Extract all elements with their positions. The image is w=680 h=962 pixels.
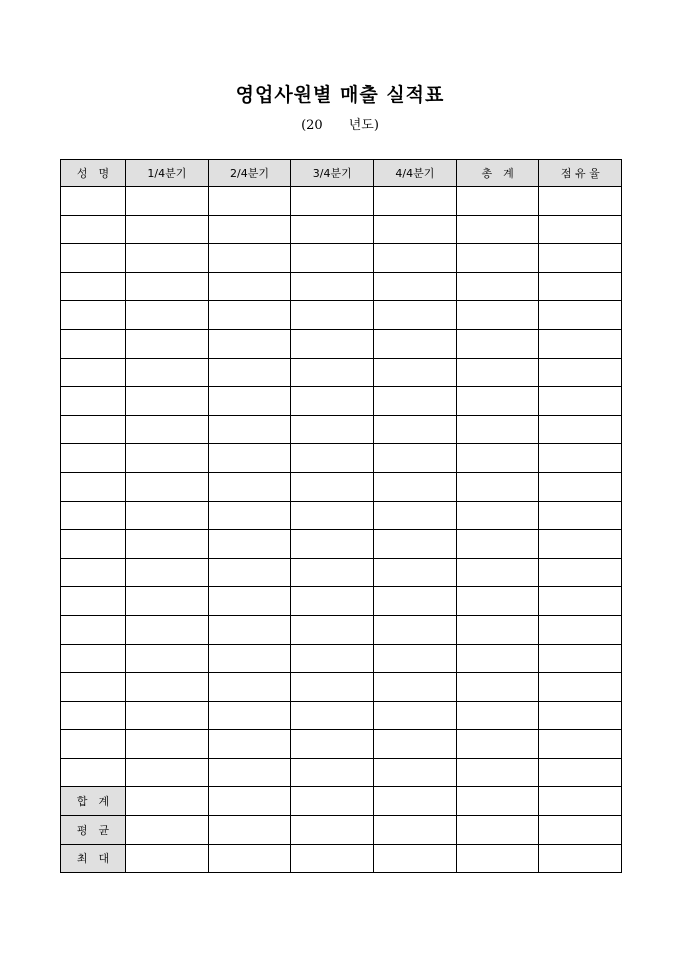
table-cell[interactable] [126, 615, 209, 644]
table-cell[interactable] [539, 787, 622, 816]
table-cell[interactable] [126, 215, 209, 244]
table-row [61, 558, 622, 587]
table-cell[interactable] [374, 615, 457, 644]
table-cell[interactable] [61, 272, 126, 301]
table-cell[interactable] [208, 329, 291, 358]
document-subtitle: (20 년도) [301, 118, 379, 133]
table-cell[interactable] [61, 329, 126, 358]
table-cell[interactable] [208, 816, 291, 845]
footer-row-sum [61, 787, 622, 816]
header-share: 점 유 율 [539, 160, 622, 187]
table-cell[interactable] [126, 758, 209, 787]
table-cell[interactable] [539, 816, 622, 845]
table-cell[interactable] [374, 329, 457, 358]
table-cell[interactable] [208, 444, 291, 473]
table-cell[interactable] [126, 844, 209, 873]
table-cell[interactable] [126, 816, 209, 845]
table-cell[interactable] [291, 758, 374, 787]
table-row [61, 587, 622, 616]
table-cell[interactable] [208, 501, 291, 530]
table-cell[interactable] [374, 415, 457, 444]
table-cell[interactable] [126, 673, 209, 702]
table-cell[interactable] [456, 187, 539, 216]
table-cell[interactable] [126, 730, 209, 759]
table-cell[interactable] [456, 701, 539, 730]
table-cell[interactable] [539, 844, 622, 873]
table-cell[interactable] [61, 730, 126, 759]
table-cell[interactable] [61, 215, 126, 244]
table-cell[interactable] [208, 530, 291, 559]
table-row [61, 758, 622, 787]
table-cell[interactable] [456, 615, 539, 644]
table-cell[interactable] [539, 444, 622, 473]
table-cell[interactable] [61, 758, 126, 787]
table-row [61, 415, 622, 444]
table-cell[interactable] [374, 701, 457, 730]
table-cell[interactable] [374, 816, 457, 845]
table-cell[interactable] [208, 415, 291, 444]
table-cell[interactable] [291, 415, 374, 444]
table-cell[interactable] [291, 673, 374, 702]
table-cell[interactable] [61, 615, 126, 644]
table-cell[interactable] [374, 673, 457, 702]
table-row [61, 615, 622, 644]
table-cell[interactable] [374, 644, 457, 673]
table-cell[interactable] [208, 844, 291, 873]
table-cell[interactable] [61, 301, 126, 330]
header-q4: 4/4분기 [374, 160, 457, 187]
table-cell[interactable] [291, 387, 374, 416]
table-row [61, 301, 622, 330]
table-cell[interactable] [291, 530, 374, 559]
table-cell[interactable] [208, 215, 291, 244]
table-cell[interactable] [126, 701, 209, 730]
table-cell[interactable] [291, 787, 374, 816]
table-cell[interactable] [208, 272, 291, 301]
table-cell[interactable] [61, 558, 126, 587]
table-cell[interactable] [61, 358, 126, 387]
table-cell[interactable] [539, 615, 622, 644]
table-row [61, 358, 622, 387]
table-cell[interactable] [456, 530, 539, 559]
table-cell[interactable] [374, 215, 457, 244]
table-cell[interactable] [539, 272, 622, 301]
table-cell[interactable] [126, 472, 209, 501]
table-cell[interactable] [126, 558, 209, 587]
footer-row-average [61, 816, 622, 845]
table-cell[interactable] [208, 701, 291, 730]
table-cell[interactable] [291, 272, 374, 301]
table-cell[interactable] [61, 530, 126, 559]
table-cell[interactable] [208, 187, 291, 216]
table-cell[interactable] [539, 644, 622, 673]
table-cell[interactable] [61, 673, 126, 702]
table-cell[interactable] [61, 472, 126, 501]
table-cell[interactable] [456, 301, 539, 330]
table-cell[interactable] [208, 587, 291, 616]
table-cell[interactable] [374, 730, 457, 759]
table-cell[interactable] [374, 530, 457, 559]
table-cell[interactable] [539, 730, 622, 759]
table-cell[interactable] [291, 444, 374, 473]
table-cell[interactable] [456, 787, 539, 816]
table-cell[interactable] [291, 701, 374, 730]
table-cell[interactable] [126, 272, 209, 301]
table-cell[interactable] [208, 387, 291, 416]
table-cell[interactable] [126, 530, 209, 559]
table-cell[interactable] [291, 558, 374, 587]
footer-label-sum: 합 계 [61, 787, 126, 816]
table-cell[interactable] [539, 387, 622, 416]
table-cell[interactable] [456, 816, 539, 845]
table-cell[interactable] [126, 329, 209, 358]
table-cell[interactable] [539, 558, 622, 587]
table-cell[interactable] [456, 387, 539, 416]
table-cell[interactable] [291, 215, 374, 244]
header-q2: 2/4분기 [208, 160, 291, 187]
table-cell[interactable] [539, 329, 622, 358]
table-cell[interactable] [374, 444, 457, 473]
table-cell[interactable] [539, 673, 622, 702]
table-cell[interactable] [208, 472, 291, 501]
table-cell[interactable] [208, 558, 291, 587]
table-cell[interactable] [374, 787, 457, 816]
table-cell[interactable] [61, 501, 126, 530]
table-cell[interactable] [456, 730, 539, 759]
table-cell[interactable] [61, 444, 126, 473]
table-cell[interactable] [539, 301, 622, 330]
table-cell[interactable] [61, 701, 126, 730]
table-cell[interactable] [456, 844, 539, 873]
table-row [61, 701, 622, 730]
table-row [61, 530, 622, 559]
table-cell[interactable] [291, 301, 374, 330]
table-cell[interactable] [126, 787, 209, 816]
table-row [61, 673, 622, 702]
table-cell[interactable] [291, 816, 374, 845]
table-cell[interactable] [539, 215, 622, 244]
table-cell[interactable] [374, 358, 457, 387]
header-q3: 3/4분기 [291, 160, 374, 187]
footer-row-max [61, 844, 622, 873]
table-cell[interactable] [61, 387, 126, 416]
table-cell[interactable] [291, 501, 374, 530]
table-cell[interactable] [291, 844, 374, 873]
table-cell[interactable] [374, 844, 457, 873]
table-cell[interactable] [374, 272, 457, 301]
table-cell[interactable] [291, 472, 374, 501]
table-cell[interactable] [456, 558, 539, 587]
table-cell[interactable] [61, 187, 126, 216]
table-cell[interactable] [291, 358, 374, 387]
table-row [61, 730, 622, 759]
table-footer [61, 787, 622, 873]
table-cell[interactable] [291, 329, 374, 358]
table-cell[interactable] [539, 415, 622, 444]
table-cell[interactable] [456, 329, 539, 358]
table-cell[interactable] [126, 644, 209, 673]
table-cell[interactable] [126, 387, 209, 416]
document-title: 영업사원별 매출 실적표 [235, 84, 445, 106]
table-cell[interactable] [539, 358, 622, 387]
header-q1: 1/4분기 [126, 160, 209, 187]
table-cell[interactable] [208, 301, 291, 330]
table-cell[interactable] [456, 444, 539, 473]
table-cell[interactable] [456, 644, 539, 673]
table-row [61, 387, 622, 416]
table-cell[interactable] [456, 587, 539, 616]
header-total: 총 계 [456, 160, 539, 187]
table-cell[interactable] [374, 758, 457, 787]
table-cell[interactable] [126, 444, 209, 473]
table-cell[interactable] [539, 244, 622, 273]
table-cell[interactable] [456, 501, 539, 530]
table-cell[interactable] [61, 244, 126, 273]
table-cell[interactable] [374, 501, 457, 530]
table-cell[interactable] [291, 187, 374, 216]
table-cell[interactable] [208, 615, 291, 644]
table-cell[interactable] [126, 187, 209, 216]
table-cell[interactable] [539, 758, 622, 787]
table-cell[interactable] [539, 530, 622, 559]
table-row [61, 501, 622, 530]
table-cell[interactable] [291, 644, 374, 673]
table-cell[interactable] [539, 701, 622, 730]
table-cell[interactable] [374, 587, 457, 616]
footer-label-max: 최 대 [61, 844, 126, 873]
table-cell[interactable] [61, 587, 126, 616]
table-row [61, 644, 622, 673]
table-cell[interactable] [456, 415, 539, 444]
table-cell[interactable] [126, 587, 209, 616]
table-cell[interactable] [126, 244, 209, 273]
table-cell[interactable] [208, 673, 291, 702]
table-row [61, 329, 622, 358]
table-cell[interactable] [291, 730, 374, 759]
table-cell[interactable] [456, 472, 539, 501]
table-cell[interactable] [456, 673, 539, 702]
table-cell[interactable] [374, 244, 457, 273]
header-name: 성 명 [61, 160, 126, 187]
table-cell[interactable] [61, 644, 126, 673]
table-row [61, 444, 622, 473]
table-cell[interactable] [456, 244, 539, 273]
table-row [61, 472, 622, 501]
table-cell[interactable] [539, 587, 622, 616]
table-cell[interactable] [208, 644, 291, 673]
table-cell[interactable] [374, 301, 457, 330]
table-cell[interactable] [208, 730, 291, 759]
table-cell[interactable] [208, 358, 291, 387]
table-row [61, 244, 622, 273]
footer-label-average: 평 균 [61, 816, 126, 845]
table-cell[interactable] [126, 415, 209, 444]
table-cell[interactable] [539, 472, 622, 501]
table-row [61, 187, 622, 216]
table-cell[interactable] [374, 558, 457, 587]
table-cell[interactable] [374, 472, 457, 501]
table-cell[interactable] [208, 758, 291, 787]
header-row [61, 160, 622, 187]
table-cell[interactable] [374, 187, 457, 216]
table-cell[interactable] [456, 272, 539, 301]
table-cell[interactable] [126, 358, 209, 387]
table-cell[interactable] [291, 587, 374, 616]
table-cell[interactable] [539, 187, 622, 216]
table-row [61, 215, 622, 244]
sales-table [60, 159, 622, 873]
table-cell[interactable] [208, 244, 291, 273]
table-cell[interactable] [539, 501, 622, 530]
table-cell[interactable] [456, 758, 539, 787]
table-cell[interactable] [61, 415, 126, 444]
table-cell[interactable] [374, 387, 457, 416]
table-cell[interactable] [456, 215, 539, 244]
table-body [61, 187, 622, 787]
table-cell[interactable] [291, 244, 374, 273]
table-cell[interactable] [208, 787, 291, 816]
table-cell[interactable] [126, 301, 209, 330]
table-cell[interactable] [291, 615, 374, 644]
table-row [61, 272, 622, 301]
table-cell[interactable] [126, 501, 209, 530]
table-cell[interactable] [456, 358, 539, 387]
